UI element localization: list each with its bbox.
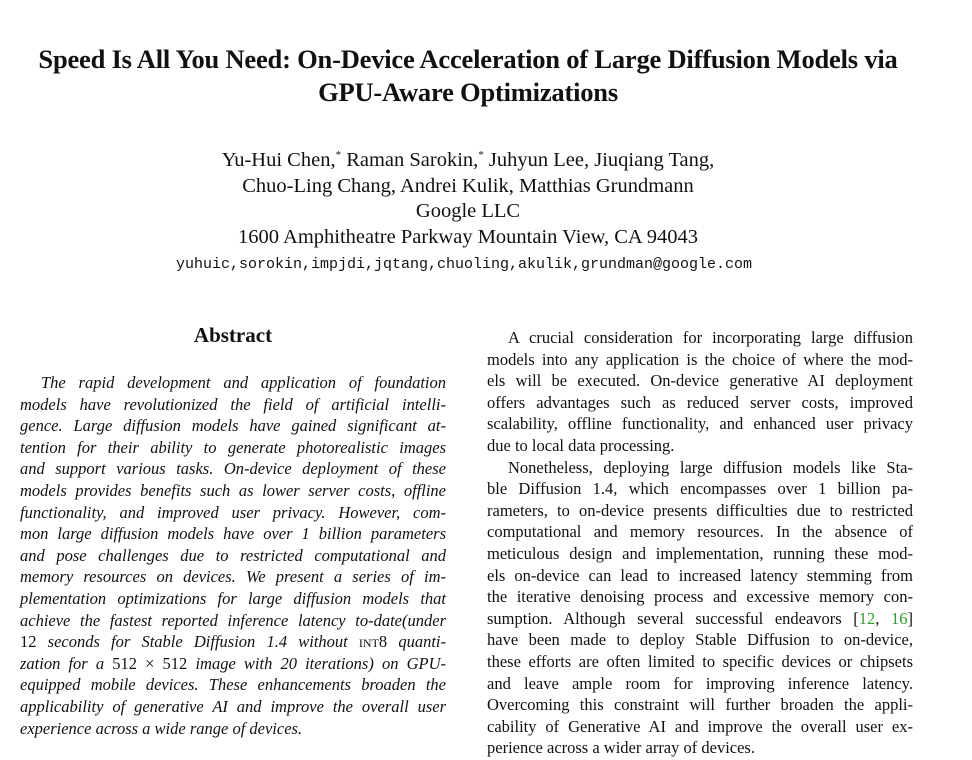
body-line: computational and memory resources. In the absence of (487, 522, 913, 542)
body-paragraph-1 (487, 327, 913, 457)
paper-title (0, 43, 936, 109)
abstract-fragment: quanti- (387, 632, 446, 652)
abstract-heading: Abstract (193, 323, 273, 347)
citation-separator: , (875, 608, 892, 628)
affiliation: Google LLC (415, 200, 521, 222)
abstract-fragment: seconds for Stable Diffusion 1.4 without (36, 632, 359, 652)
body-line: and leave ample room for improving inference latency. (487, 673, 913, 693)
author-line-1 (0, 148, 936, 174)
abstract-line: tention for their ability to generate photorealistic images (20, 437, 446, 457)
abstract-line: memory resources on devices. We present a series of im- (20, 567, 446, 587)
body-line: meticulous design and implementation, running these mod- (487, 543, 913, 563)
abstract-number: 8 (378, 632, 388, 652)
abstract-line (20, 653, 446, 675)
citation-link-16[interactable]: 16 (891, 608, 908, 628)
abstract-text (20, 372, 446, 739)
abstract-line: models provides benefits such as lower server costs, offline (20, 480, 446, 500)
abstract-line: mon large diffusion models have over 1 billion parameters (20, 524, 446, 544)
body-line: rameters, to on-device presents difficulties due to restricted (487, 500, 913, 520)
abstract-line: functionality, and improved user privacy. However, com- (20, 502, 446, 522)
equal-contribution-mark: * (335, 149, 342, 161)
body-line: due to local data processing. (487, 435, 675, 455)
abstract-line: and support various tasks. On-device deployment of these (20, 459, 446, 479)
body-line: perience across a wider array of devices. (487, 738, 755, 758)
introduction-text (487, 327, 913, 759)
abstract-line: plementation optimizations for large diffusion models that (20, 588, 446, 608)
abstract-line: achieve the fastest reported inference latency to-date(under (20, 610, 446, 630)
body-line: scalability, offline functionality, and enhanced user privacy (487, 414, 913, 434)
title-line-1: Speed Is All You Need: On-Device Acceleration of Large Diffusion Models via (38, 44, 898, 74)
address: 1600 Amphitheatre Parkway Mountain View, CA 94043 (238, 225, 698, 248)
abstract-resolution: 512 × 512 (112, 653, 188, 673)
abstract-line: The rapid development and application of foundation (41, 373, 446, 392)
body-line: A crucial consideration for incorporating large diffusion (508, 328, 913, 347)
body-line: els on-device can lead to increased latency stemming from (487, 565, 913, 585)
body-line: the iterative denoising process and excessive memory con- (487, 587, 913, 607)
abstract-fragment: zation for a (20, 653, 113, 673)
author-raman-sarokin: Raman Sarokin, (346, 149, 479, 171)
body-line: models into any application is the choice of where the mod- (487, 349, 913, 369)
title-line-2: GPU-Aware Optimizations (318, 77, 618, 107)
body-line: have been made to deploy Stable Diffusion to on-device, (487, 630, 913, 650)
abstract-number: 12 (20, 632, 37, 652)
author-line-2: Chuo-Ling Chang, Andrei Kulik, Matthias Grundmann (242, 174, 694, 197)
abstract-fragment: image with 20 iterations) on GPU- (187, 653, 446, 673)
body-fragment: sumption. Although several successful endeavors [ (487, 608, 859, 628)
body-line: Nonetheless, deploying large diffusion models like Sta- (508, 457, 913, 477)
body-line: cability of Generative AI and improve the overall user ex- (487, 716, 913, 736)
abstract-line: and pose challenges due to restricted computational and (20, 545, 446, 565)
body-line: ble Diffusion 1.4, which encompasses over 1 billion pa- (487, 479, 913, 499)
body-line: els will be executed. On-device generative AI deployment (487, 371, 913, 391)
body-fragment: ] (907, 608, 914, 628)
body-paragraph-2 (487, 457, 913, 759)
abstract-line: applicability of generative AI and improve the overall user (20, 696, 446, 716)
author-yu-hui-chen: Yu-Hui Chen, (221, 149, 336, 171)
body-line: these efforts are often limited to specific devices or chipsets (487, 651, 913, 671)
body-line: Overcoming this constraint will further broaden the appli- (487, 695, 913, 715)
author-block (0, 148, 936, 250)
body-line-with-citations (487, 608, 913, 630)
abstract-line: models have revolutionized the field of artificial intelli- (20, 394, 446, 414)
author-list-rest: Juhyun Lee, Jiuqiang Tang, (488, 149, 715, 171)
abstract-line: experience across a wide range of devices. (20, 718, 303, 738)
author-emails: yuhuic,sorokin,impjdi,jqtang,chuoling,akulik,grundman@google.com (175, 256, 753, 273)
abstract-int-smallcaps: int (358, 632, 379, 652)
abstract-line: gence. Large diffusion models have gained significant at- (20, 416, 446, 436)
equal-contribution-mark: * (478, 149, 484, 161)
citation-link-12[interactable]: 12 (858, 608, 876, 628)
abstract-line (20, 631, 446, 653)
abstract-line: equipped mobile devices. These enhancements broaden the (20, 675, 446, 695)
body-line: offers advantages such as reduced server costs, improved (487, 392, 913, 412)
